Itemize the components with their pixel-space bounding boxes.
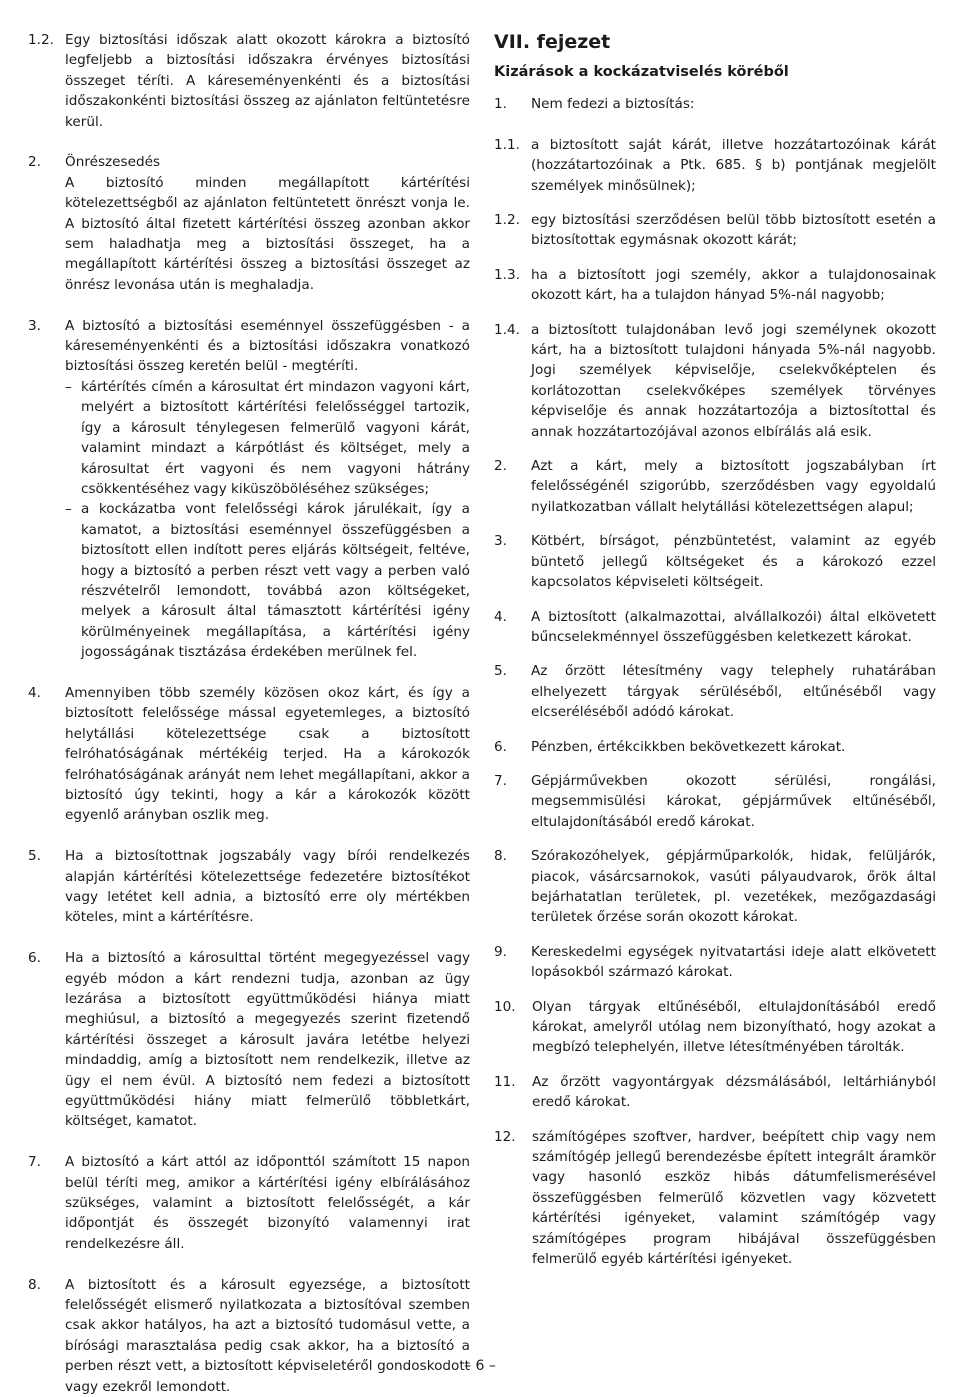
exclusion-text: Azt a kárt, mely a biztosított jogszabályban írt felelősségénél szigorúbb, szerződésben vagy egyoldalú nyilatkozatban vállalt helytállási kötelezettségen alapul; bbox=[531, 458, 936, 515]
exclusion-5 bbox=[494, 661, 936, 722]
exclusion-text: számítógépes szoftver, hardver, beépített chip vagy nem számítógép jellegű berendezésbe épített integrált áramkör vagy hasonló eszköz hibás dátumfelismerésével összefüggésben felmerülő közvetlen vagy közvetett kártérítési igényeket, valamint számítógép vagy számítógépes program hibájával összefüggésben felmerülő egyéb kártérítési igényeket. bbox=[532, 1128, 936, 1268]
exclusion-text: Szórakozóhelyek, gépjárműparkolók, hidak, felüljárók, piacok, vásárcsarnokok, vasúti pályaudvarok, őrök által bejárhatatlan területek, pl. vezetékek, mezőgazdasági területek őrzése során okozott károkat. bbox=[531, 848, 936, 926]
exclusion-12 bbox=[494, 1127, 936, 1270]
dash-item: – a kockázatba vont felelősségi károk járulékait, így a kamatot, a biztosítási eseménnyel összefüggésben a biztosított ellen indított peres eljárás költségeit, feltéve, hogy a biztosító a perben részt vett vagy a perben való részvételről lemondott, továbbá azon költségeket, melyek a károsult által támasztott kártérítési igény körülményeinek megállapítása, a kártérítési igény jogosságának tisztázása érdekében merülnek fel. bbox=[65, 501, 470, 661]
clause-number: 8. bbox=[28, 1276, 41, 1293]
clause-1-2 bbox=[28, 30, 470, 132]
exclusion-number: 1.1. bbox=[494, 136, 520, 153]
clause-text-cont: A biztosító által fizetett kártérítési összeg azonban akkor sem haladhatja meg a biztosítási összeget, ha a megállapított kártérítési összeg a biztosítási összeget az önrész levonása után is meghaladja. bbox=[65, 215, 470, 293]
exclusion-1-2 bbox=[494, 210, 936, 251]
exclusion-number: 12. bbox=[494, 1128, 516, 1145]
clause-text: A biztosító a biztosítási eseménnyel összefüggésben - a káreseményenkénti és a biztosítási időszakra vonatkozó biztosítási összeg keretén belül - megtéríti. bbox=[65, 317, 470, 375]
exclusion-8 bbox=[494, 846, 936, 928]
exclusion-number: 6. bbox=[494, 738, 507, 755]
dash-item: – kártérítés címén a károsultat ért mindazon vagyoni kárt, melyért a biztosított kártérítési felelősséggel tartozik, így a károsult ténylegesen felmerülő vagyoni kárát, valamint mindazt a kárpótlást és költséget, mely a károsultat ért vagyoni és nem vagyoni hátrány csökkentéséhez vagy kiküszöböléséhez szükséges; bbox=[65, 378, 470, 497]
exclusion-text: Olyan tárgyak eltűnéséből, eltulajdonításából eredő károkat, amelyről utólag nem bizonyítható, hogy azokat a megbízó telephelyén, illetve létesítményében tárolták. bbox=[532, 998, 936, 1056]
exclusion-7 bbox=[494, 771, 936, 832]
clause-text: A biztosító minden megállapított kártérítési kötelezettségből az ajánlaton feltüntetett önrészt vonja le. bbox=[65, 174, 470, 212]
clause-text: A biztosított és a károsult egyezsége, a biztosított felelősségét elismerő nyilatkozata a biztosítóval szemben csak akkor hatályos, ha azt a biztosító tudomásul vette, a bírósági marasztalása pedig csak akkor, ha a biztosító a perben részt vett, a biztosított képviseletéről gondoskodott vagy ezekről lemondott. bbox=[65, 1276, 470, 1395]
clause-text: Egy biztosítási időszak alatt okozott károkra a biztosító legfeljebb a biztosítási időszakra érvényes biztosítási összeget téríti. A káreseményenkénti és a biztosítási időszakonkénti biztosítási összeg az ajánlaton feltüntetésre kerül. bbox=[65, 32, 470, 130]
exclusion-number: 4. bbox=[494, 608, 507, 625]
clause-number: 6. bbox=[28, 950, 41, 967]
exclusion-text: a biztosított saját kárát, illetve hozzátartozóinak kárát (hozzátartozóinak a Ptk. 685. § b) pontjának megjelölt személyek minősülnek); bbox=[531, 136, 936, 194]
clause-text: A biztosító a kárt attól az időponttól számított 15 napon belül téríti meg, amikor a kártérítési igény elbírálásához szükséges, valamint a biztosított felelősségét, a kár időpontját és összegét bizonyító valamennyi irat rendelkezésre áll. bbox=[65, 1154, 470, 1252]
clause-number: 7. bbox=[28, 1154, 41, 1171]
exclusion-4 bbox=[494, 607, 936, 648]
exclusion-number: 2. bbox=[494, 458, 507, 475]
exclusion-number: 10. bbox=[494, 998, 516, 1015]
clause-text: Amennyiben több személy közösen okoz kárt, és így a biztosított felelőssége mással egyetemleges, a biztosító helytállási kötelezettsége csak a biztosított felróhatóságának mértékéig terjed. Ha a károkozók felróhatóságának arányát nem lehet megállapítani, akkor a biztosító úgy tekinti, hogy a kár a károkozók között egyenlő arányban oszlik meg. bbox=[65, 684, 470, 824]
clause-7 bbox=[28, 1152, 470, 1254]
exclusion-number: 9. bbox=[494, 943, 507, 960]
exclusion-text: a biztosított tulajdonában levő jogi személynek okozott kárt, ha a biztosított tulajdoni hányada 5%-nál nagyobb. Jogi személyek képviselője, cselekvőképtelen és korlátozottan cselekvőképes személyek törvényes képviselője és annak hozzátartozója a biztosítottal és annak hozzátartozójával azonos elbírálás alá esik. bbox=[531, 321, 936, 440]
right-column bbox=[494, 30, 936, 1269]
clause-3 bbox=[28, 316, 470, 663]
exclusion-number: 1.4. bbox=[494, 321, 520, 338]
exclusion-text: Kereskedelmi egységek nyitvatartási ideje alatt elkövetett lopásokból származó károkat. bbox=[531, 943, 936, 981]
clause-number: 1.2. bbox=[28, 32, 54, 48]
left-column bbox=[28, 30, 470, 1397]
exclusion-text: Kötbért, bírságot, pénzbüntetést, valamint az egyéb büntető jellegű költségeket és a károkozó ezzel kapcsolatos képviseleti költségeit. bbox=[531, 533, 936, 591]
exclusion-9 bbox=[494, 942, 936, 983]
clause-number: 4. bbox=[28, 684, 41, 701]
exclusion-3 bbox=[494, 531, 936, 592]
chapter-title: VII. fejezet bbox=[494, 31, 611, 53]
exclusion-text: Gépjárművekben okozott sérülési, rongálási, megsemmisülési károkat, gépjárművek eltűnéséből, eltulajdonításából eredő károkat. bbox=[531, 772, 936, 830]
clause-title: Önrészesedés bbox=[65, 154, 161, 171]
exclusion-text: Az őrzött létesítmény vagy telephely ruhatárában elhelyezett tárgyak sérüléséből, eltűnéséből vagy elcseréléséből adódó károkat. bbox=[531, 663, 936, 721]
exclusion-text: Az őrzött vagyontárgyak dézsmálásából, leltárhiányból eredő károkat. bbox=[532, 1073, 936, 1111]
clause-number: 5. bbox=[28, 848, 41, 865]
exclusion-number: 5. bbox=[494, 663, 507, 680]
exclusion-1 bbox=[494, 94, 936, 114]
exclusion-text: egy biztosítási szerződésen belül több biztosított esetén a biztosítottak egymásnak okozott kárát; bbox=[531, 212, 936, 249]
clause-number: 3. bbox=[28, 317, 41, 334]
exclusion-number: 8. bbox=[494, 848, 507, 865]
exclusion-2 bbox=[494, 456, 936, 517]
exclusion-1-4 bbox=[494, 320, 936, 442]
exclusion-6 bbox=[494, 737, 936, 757]
exclusion-1-3 bbox=[494, 265, 936, 306]
clause-4 bbox=[28, 683, 470, 826]
clause-text: Ha a biztosítottnak jogszabály vagy bírói rendelkezés alapján kártérítési kötelezettsége fedezetére biztosítékot vagy letétet kell adnia, a biztosító erre oly mértékben köteles, mint a kártérítésre. bbox=[65, 848, 470, 926]
exclusion-text: ha a biztosított jogi személy, akkor a tulajdonosainak okozott kárt, ha a tulajdon hányad 5%-nál nagyobb; bbox=[531, 266, 936, 304]
chapter-subtitle: Kizárások a kockázatviselés köréből bbox=[494, 64, 789, 80]
exclusion-11 bbox=[494, 1072, 936, 1113]
page-number: – 6 – bbox=[464, 1358, 496, 1374]
clause-5 bbox=[28, 846, 470, 928]
exclusion-10 bbox=[494, 997, 936, 1058]
exclusion-text: Pénzben, értékcikkben bekövetkezett károkat. bbox=[531, 738, 846, 755]
clause-2 bbox=[28, 152, 470, 295]
clause-6 bbox=[28, 948, 470, 1132]
exclusion-number: 1.2. bbox=[494, 212, 520, 229]
exclusion-1-1 bbox=[494, 135, 936, 196]
clause-text: Ha a biztosító a károsulttal történt megegyezéssel vagy egyéb módon a kárt rendezni tudja, azonban az ügy lezárása a biztosított együttműködési hiánya miatt meghiúsul, a biztosító a megegyezés szerint fizetendő kártérítési összeget a károsult javára letétbe helyezi mindaddig, amíg a biztosított nem rendelkezik, illetve az ügy el nem évül. A biztosító nem fedezi a biztosított együttműködési hiány miatt felmerülő többletkárt, költséget, kamatot. bbox=[65, 950, 470, 1130]
exclusion-number: 3. bbox=[494, 533, 507, 550]
exclusion-text: Nem fedezi a biztosítás: bbox=[531, 96, 695, 112]
exclusion-number: 1. bbox=[494, 96, 507, 112]
exclusion-text: A biztosított (alkalmazottai, alvállalkozói) által elkövetett bűncselekménnyel összefüggésben keletkezett károkat. bbox=[531, 608, 936, 645]
exclusion-number: 11. bbox=[494, 1073, 516, 1090]
exclusion-number: 1.3. bbox=[494, 266, 520, 283]
exclusion-number: 7. bbox=[494, 772, 507, 789]
clause-number: 2. bbox=[28, 154, 41, 171]
